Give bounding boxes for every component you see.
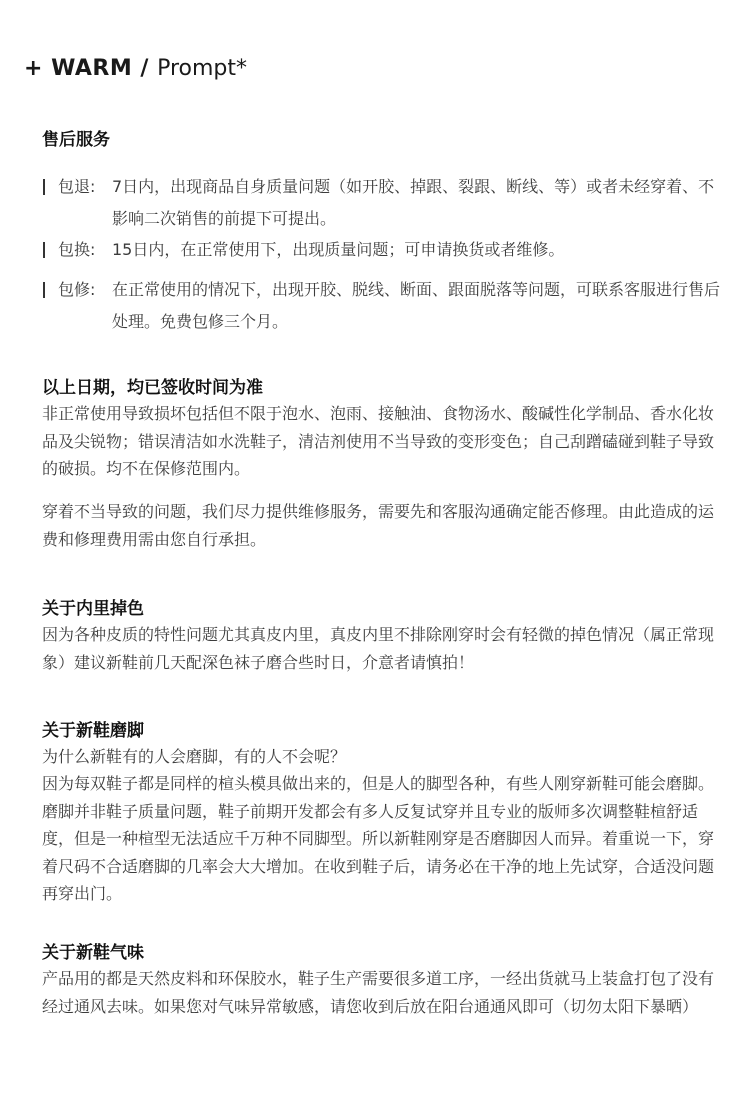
policy-bar	[43, 242, 45, 258]
policy-bar	[43, 179, 45, 195]
lining-paragraph: 因为各种皮质的特性问题尤其真皮内里，真皮内里不排除刚穿时会有轻微的掉色情况（属正常现象）建议新鞋前几天配深色袜子磨合些时日，介意者请慎拍！	[42, 625, 715, 672]
policy-text: 15日内，在正常使用下，出现质量问题；可申请换货或者维修。	[112, 240, 565, 259]
policy-item-repair	[42, 274, 722, 338]
policy-text: 在正常使用的情况下，出现开胶、脱线、断面、跟面脱落等问题，可联系客服进行售后处理。免费包修三个月。	[112, 280, 721, 331]
policy-text: 7日内，出现商品自身质量问题（如开胶、掉跟、裂跟、断线、等）或者未经穿着、不影响二次销售的前提下可提出。	[112, 177, 715, 228]
after-sales-title: 售后服务	[42, 130, 110, 150]
lining-title: 关于内里掉色	[42, 599, 144, 619]
damage-paragraph: 非正常使用导致损坏包括但不限于泡水、泡雨、接触油、食物汤水、酸碱性化学制品、香水化妆品及尖锐物；错误清洁如水洗鞋子，清洁剂使用不当导致的变形变色；自己刮蹭磕碰到鞋子导致的破损。均不在保修范围内。	[42, 404, 715, 478]
policy-item-exchange	[42, 234, 722, 266]
brand-name: + WARM	[24, 56, 133, 81]
brand-tagline: Prompt*	[157, 56, 248, 81]
date-section-title: 以上日期，均已签收时间为准	[42, 378, 263, 398]
rub-title: 关于新鞋磨脚	[42, 721, 144, 741]
policy-label: 包换:	[58, 240, 96, 259]
repair-cost-paragraph: 穿着不当导致的问题，我们尽力提供维修服务，需要先和客服沟通确定能否修理。由此造成的运费和修理费用需由您自行承担。	[42, 502, 715, 549]
smell-paragraph: 产品用的都是天然皮料和环保胶水，鞋子生产需要很多道工序，一经出货就马上装盒打包了没有经过通风去味。如果您对气味异常敏感，请您收到后放在阳台通通风即可（切勿太阳下暴晒）	[42, 969, 715, 1016]
policy-label: 包修:	[58, 280, 96, 299]
smell-title: 关于新鞋气味	[42, 943, 144, 963]
policy-item-return	[42, 171, 722, 235]
rub-question: 为什么新鞋有的人会磨脚，有的人不会呢？	[42, 747, 347, 766]
policy-bar	[43, 282, 45, 298]
rub-paragraph: 因为每双鞋子都是同样的楦头模具做出来的，但是人的脚型各种，有些人刚穿新鞋可能会磨脚。磨脚并非鞋子质量问题，鞋子前期开发都会有多人反复试穿并且专业的版师多次调整鞋楦舒适度，但是一种楦型无法适应千万种不同脚型。所以新鞋刚穿是否磨脚因人而异。着重说一下，穿着尺码不合适磨脚的几率会大大增加。在收到鞋子后，请务必在干净的地上先试穿，合适没问题再穿出门。	[42, 774, 715, 903]
policy-label: 包退:	[58, 177, 96, 196]
brand-slash: /	[132, 56, 158, 81]
brand-header	[24, 56, 247, 81]
